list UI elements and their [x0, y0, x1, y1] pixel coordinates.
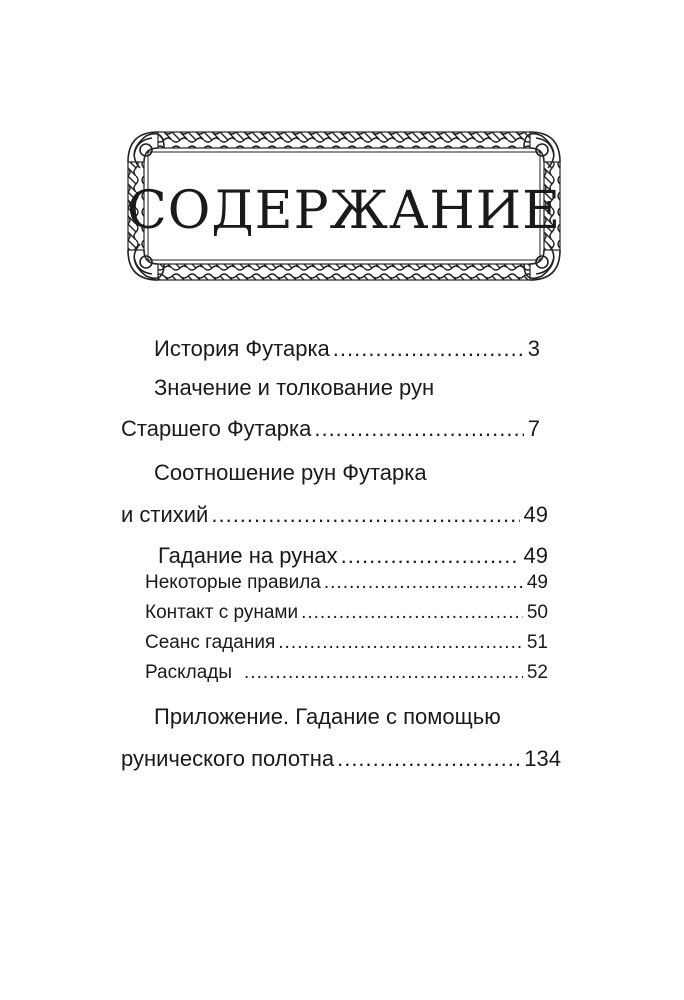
dot-leader — [211, 502, 519, 528]
toc-entry-sootnoshenie[interactable] — [121, 502, 548, 528]
toc-entry-znachenie-line1 — [154, 375, 434, 401]
toc-entry-label: Соотношение рун Футарка — [154, 460, 427, 485]
page-title: СОДЕРЖАНИЕ — [126, 181, 562, 241]
dot-leader — [301, 602, 523, 624]
toc-entry-page: 52 — [526, 662, 548, 683]
toc-entry-prilozhenie[interactable] — [121, 746, 561, 772]
toc-entry-istoriya[interactable] — [154, 336, 540, 362]
dot-leader — [333, 336, 524, 362]
toc-entry-page: 49 — [523, 543, 548, 568]
toc-entry-kontakt[interactable] — [145, 602, 548, 624]
toc-entry-label: Гадание на рунах — [158, 543, 338, 568]
dot-leader — [278, 632, 523, 654]
toc-entry-page: 3 — [527, 336, 540, 361]
toc-entry-page: 7 — [527, 416, 540, 441]
toc-entry-sootnoshenie-line1 — [154, 460, 427, 486]
toc-entry-pravila[interactable] — [145, 572, 548, 594]
toc-entry-label: Приложение. Гадание с помощью — [154, 704, 501, 729]
toc-entry-prilozhenie-line1 — [154, 704, 501, 730]
toc-entry-label: Старшего Футарка — [121, 416, 312, 441]
toc-entry-label: Некоторые правила — [145, 572, 321, 593]
toc-entry-page: 49 — [526, 572, 548, 593]
toc-entry-seans[interactable] — [145, 632, 548, 654]
toc-entry-page: 51 — [526, 632, 548, 653]
toc-entry-znachenie[interactable] — [121, 416, 540, 442]
toc-entry-label: рунического полотна — [121, 746, 335, 771]
toc-entry-gadanie[interactable] — [158, 543, 548, 569]
toc-entry-page: 50 — [526, 602, 548, 623]
toc-entry-page: 134 — [524, 746, 561, 771]
dot-leader — [341, 543, 520, 569]
toc-entry-label: Расклады — [145, 662, 233, 683]
dot-leader — [337, 746, 520, 772]
toc-entry-label: История Футарка — [154, 336, 330, 361]
toc-entry-label: Сеанс гадания — [145, 632, 276, 653]
toc-entry-label: Контакт с рунами — [145, 602, 299, 623]
toc-entry-raskladi[interactable] — [145, 662, 548, 684]
toc-entry-label: Значение и толкование рун — [154, 375, 435, 400]
toc-entry-label: и стихий — [121, 502, 209, 527]
dot-leader — [324, 572, 523, 594]
dot-leader — [314, 416, 523, 442]
dot-leader — [244, 662, 523, 684]
toc-entry-page: 49 — [523, 502, 548, 527]
